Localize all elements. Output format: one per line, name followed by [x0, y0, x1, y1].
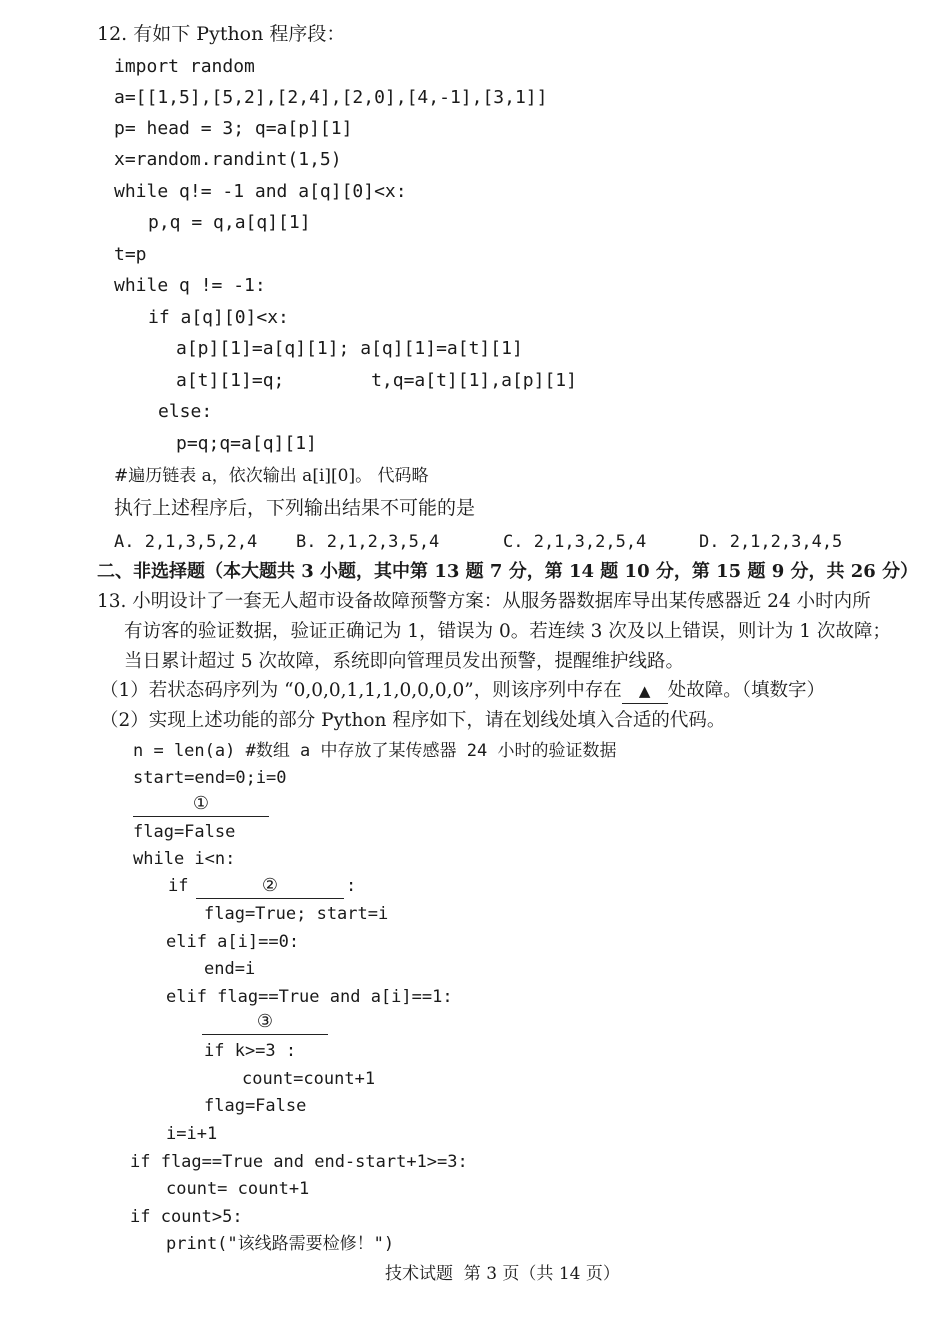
q13-code-line: if count>5:: [130, 1207, 243, 1227]
q13-code-line: if flag==True and end-start+1>=3:: [130, 1152, 468, 1172]
q12-code-line: p,q = q,a[q][1]: [148, 212, 311, 233]
q13-code-line: flag=False: [204, 1096, 307, 1116]
q12-code-line: while q != -1:: [114, 275, 266, 296]
answer-blank-marker: ▲: [622, 679, 668, 704]
q12-code-line: a[p][1]=a[q][1]; a[q][1]=a[t][1]: [176, 338, 523, 359]
q13-code-line: count= count+1: [166, 1179, 310, 1199]
q12-code-line: p=q;q=a[q][1]: [176, 433, 317, 454]
q13-code-line: i=i+1: [166, 1124, 218, 1144]
colon: :: [346, 876, 357, 896]
q12-code-comment: #遍历链表 a，依次输出 a[i][0]。 代码略: [114, 466, 429, 486]
q13-code-line: if: [168, 876, 189, 896]
q13-code-line: elif a[i]==0:: [166, 932, 300, 952]
answer-blank-2[interactable]: ②: [196, 874, 344, 899]
q13-sub1: [100, 679, 825, 704]
q12-option-b: B. 2,1,2,3,5,4: [296, 532, 440, 552]
q13-sub1-suffix: 处故障。（填数字）: [667, 680, 825, 701]
q12-code-line: if a[q][0]<x:: [148, 307, 289, 328]
q13-code-line: while i<n:: [133, 849, 236, 869]
answer-blank-3[interactable]: ③: [202, 1010, 328, 1035]
q12-option-d: D. 2,1,2,3,4,5: [699, 532, 843, 552]
q12-question: 执行上述程序后，下列输出结果不可能的是: [114, 497, 476, 519]
q13-sub2: （2）实现上述功能的部分 Python 程序如下，请在划线处填入合适的代码。: [100, 710, 726, 731]
q13-code-line: print("该线路需要检修！"): [166, 1234, 395, 1254]
q13-code-line: elif flag==True and a[i]==1:: [166, 987, 453, 1007]
page-footer: 技术试题 第 3 页（共 14 页）: [385, 1264, 620, 1284]
q12-title: 12. 有如下 Python 程序段：: [97, 23, 346, 45]
q13-intro-line: 当日累计超过 5 次故障，系统即向管理员发出预警，提醒维护线路。: [124, 651, 685, 672]
q12-code-line: t=p: [114, 244, 147, 265]
q13-code-line: flag=True; start=i: [204, 904, 389, 924]
q13-code-line: n = len(a) #数组 a 中存放了某传感器 24 小时的验证数据: [133, 741, 617, 761]
q13-code-line: count=count+1: [242, 1069, 376, 1089]
q12-code-line: while q!= -1 and a[q][0]<x:: [114, 181, 407, 202]
q12-option-a: A. 2,1,3,5,2,4: [114, 532, 258, 552]
q13-sub1-text: （1）若状态码序列为 “0,0,0,1,1,1,0,0,0,0”，则该序列中存在: [100, 680, 622, 701]
q13-code-line: flag=False: [133, 822, 236, 842]
q12-code-line: a=[[1,5],[5,2],[2,4],[2,0],[4,-1],[3,1]]: [114, 87, 548, 108]
q12-option-c: C. 2,1,3,2,5,4: [503, 532, 647, 552]
q12-code-line: p= head = 3; q=a[p][1]: [114, 118, 353, 139]
section-heading: 二、非选择题（本大题共 3 小题，其中第 13 题 7 分，第 14 题 10 分，第 15 题 9 分，共 26 分）: [97, 561, 919, 582]
q12-code-line: else:: [158, 401, 213, 422]
q12-code-line: import random: [114, 56, 255, 77]
q13-code-line: start=end=0;i=0: [133, 768, 287, 788]
q13-code-line: if k>=3 :: [204, 1041, 297, 1061]
q12-code-line: x=random.randint(1,5): [114, 149, 342, 170]
q13-intro-line: 有访客的验证数据，验证正确记为 1，错误为 0。若连续 3 次及以上错误，则计为 1 次故障；: [124, 621, 891, 642]
answer-blank-1[interactable]: ①: [133, 792, 269, 817]
q13-code-line: end=i: [204, 959, 256, 979]
q12-code-line: a[t][1]=q; t,q=a[t][1],a[p][1]: [176, 370, 577, 391]
q13-intro-line: 13. 小明设计了一套无人超市设备故障预警方案：从服务器数据库导出某传感器近 24 小时内所: [97, 591, 871, 612]
